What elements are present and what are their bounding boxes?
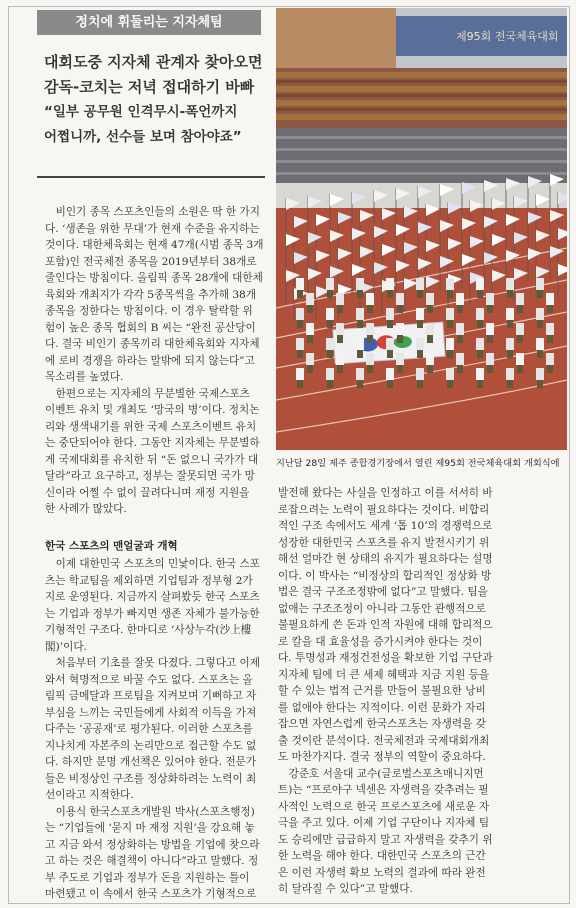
marcher-legs <box>417 350 423 358</box>
marcher-legs <box>337 335 343 343</box>
text-line: 한편으로는 지자체의 무분별한 국제스포츠 <box>55 387 250 400</box>
marcher-legs <box>367 335 373 343</box>
marcher <box>386 338 394 350</box>
photo-caption: 지난달 28일 제주 종합경기장에서 열린 제95회 전국체육대회 개회식에 <box>276 458 560 469</box>
text-line: 로 칼을 대 효율성을 증가시켜야 한다는 것이 <box>278 635 483 648</box>
text-line: 극을 주고 있다. 이제 기업 구단이나 지자체 팀 <box>278 817 490 829</box>
marcher <box>296 368 304 380</box>
marcher <box>536 338 544 350</box>
marcher <box>306 323 314 335</box>
text-line: 다. 투명성과 재정건전성을 확보한 기업 구단과 <box>278 652 493 664</box>
marcher <box>456 323 464 335</box>
headline-line: 대회도중 지자체 관계자 찾아오면 <box>44 53 263 71</box>
marcher-legs <box>387 320 393 328</box>
marcher <box>366 323 374 335</box>
text-line: 지나치게 자본주의 논리만으로 접근할 수도 없 <box>45 739 257 752</box>
text-line: 육회와 개최지가 각각 5종목씩을 추가해 38개 <box>45 288 257 301</box>
text-line: 와서 혁명적으로 바꿀 수도 없다. 스포츠는 올 <box>45 673 253 686</box>
text-line: 는 기업과 정부가 빠지면 생존 자체가 불가능한 <box>45 607 260 620</box>
marcher <box>476 278 484 290</box>
text-line: 포함)인 전국체전 종목을 2019년부터 38개로 <box>45 255 257 268</box>
marcher-legs <box>517 335 523 343</box>
marcher-legs <box>447 320 453 328</box>
text-line: 다. ‘생존을 위한 무대’가 현재 수준을 유지하는 <box>45 222 260 235</box>
text-line: 지로 운영된다. 지금까지 살펴봤듯 한국 스포츠 <box>45 591 260 603</box>
marcher-legs <box>367 305 373 313</box>
marcher-legs <box>387 290 393 298</box>
marcher-legs <box>297 290 303 298</box>
text-line: 이다. 이 박사는 “비정상의 합리적인 정상화 방 <box>278 569 492 582</box>
marcher-legs <box>327 350 333 358</box>
text-line: 기형적인 구조다. 한마디로 ‘사상누각(沙上樓 <box>45 624 252 636</box>
marcher-legs <box>357 380 363 388</box>
text-line: 게 국제대회를 유치한 뒤 “돈 없으니 국가가 대 <box>45 453 259 466</box>
text-line: 없애는 구조조정이 아니라 그동안 관행적으로 <box>278 602 486 615</box>
text-line: 할 수 있는 법적 근거를 만들어 불필요한 낭비 <box>278 685 486 697</box>
marcher <box>356 308 364 320</box>
marcher-legs <box>487 335 493 343</box>
marcher <box>306 293 314 305</box>
marcher <box>386 278 394 290</box>
text-line: 성장한 대한민국 스포츠를 유지 발전시키기 위 <box>278 536 490 549</box>
bottom-right-column-text <box>278 485 506 898</box>
text-line: 마련됐고 이 속에서 한국 스포츠가 기형적으로 <box>45 888 257 900</box>
marcher-legs <box>457 335 463 343</box>
marcher <box>536 278 544 290</box>
marcher <box>446 338 454 350</box>
marcher <box>396 353 404 365</box>
marcher-legs <box>427 365 433 373</box>
marcher <box>386 308 394 320</box>
marcher-legs <box>547 365 553 373</box>
marcher-legs <box>307 305 313 313</box>
text-line: 이제 대한민국 스포츠의 민낯이다. 한국 스포 <box>55 558 261 570</box>
marcher <box>446 308 454 320</box>
marcher-legs <box>427 305 433 313</box>
marcher <box>356 278 364 290</box>
text-line: 림픽 금메달과 프로팀을 지켜보며 기뻐하고 자 <box>45 690 257 702</box>
marcher <box>476 308 484 320</box>
text-line: 에 로비 경쟁을 하라는 말밖에 되지 않는다”고 <box>45 354 255 367</box>
marcher <box>366 293 374 305</box>
marcher-legs <box>327 290 333 298</box>
marcher-legs <box>297 350 303 358</box>
marcher-legs <box>477 290 483 298</box>
headline-line: 어쩝니까, 선수들 보며 참아야죠” <box>44 129 242 145</box>
marcher <box>506 278 514 290</box>
marcher-legs <box>507 380 513 388</box>
text-line: 는 중단되어야 한다. 그동안 지자체는 무분별하 <box>45 437 260 449</box>
marcher <box>386 368 394 380</box>
marcher-legs <box>337 365 343 373</box>
text-line: 지자체 팀에 더 큰 세제 혜택과 지금 지원 등을 <box>278 668 490 681</box>
text-line: 도 승리에만 급급하지 말고 자생력을 갖추기 위 <box>278 833 493 846</box>
photo-illustration <box>276 8 567 450</box>
marcher <box>296 278 304 290</box>
text-line: 은 이런 자생력 확보 노력의 결과에 따라 완전 <box>278 866 486 879</box>
text-line: 부 주도로 기업과 정부가 돈을 지원하는 틀이 <box>45 871 250 884</box>
marcher-legs <box>307 335 313 343</box>
marcher <box>416 338 424 350</box>
marcher <box>426 293 434 305</box>
marcher <box>506 338 514 350</box>
marcher <box>396 323 404 335</box>
marcher <box>546 353 554 365</box>
marcher <box>446 278 454 290</box>
text-line: 고 지금 와서 정상화하는 방법을 기업에 찾으라 <box>45 838 260 851</box>
marcher <box>476 368 484 380</box>
marcher-legs <box>327 380 333 388</box>
marcher-legs <box>487 305 493 313</box>
section-title: 정치에 휘둘리는 지자체팀 <box>37 10 261 35</box>
text-line: 히 달라질 수 있다”고 말했다. <box>278 883 413 895</box>
marcher-legs <box>357 290 363 298</box>
marcher <box>446 368 454 380</box>
text-line: 들은 비정상인 구조를 정상화하려는 노력이 최 <box>45 772 257 785</box>
text-line: 불필요하게 쓴 돈과 인적 자원에 대해 합리적으 <box>278 619 493 631</box>
stadium-banner: 제95회 전국체육대회 <box>456 30 559 43</box>
marcher <box>296 308 304 320</box>
marcher-legs <box>537 350 543 358</box>
marcher <box>326 338 334 350</box>
marcher <box>476 338 484 350</box>
marcher <box>516 323 524 335</box>
marcher <box>546 323 554 335</box>
marcher <box>416 368 424 380</box>
marcher-legs <box>387 350 393 358</box>
marcher <box>336 353 344 365</box>
marcher <box>356 368 364 380</box>
marcher <box>416 308 424 320</box>
text-line: 고 하는 것은 해결책이 아니다”라고 말했다. 정 <box>45 855 259 867</box>
marcher-legs <box>417 380 423 388</box>
left-column-text <box>45 204 269 518</box>
marcher <box>426 353 434 365</box>
marcher-legs <box>357 320 363 328</box>
marcher <box>546 293 554 305</box>
marcher-legs <box>337 305 343 313</box>
text-line: 는 “기업들에 ‘묻지 마 재정 지원’을 강요해 놓 <box>45 822 255 834</box>
marcher <box>296 338 304 350</box>
marcher <box>486 353 494 365</box>
marcher <box>536 308 544 320</box>
text-line: 잡으면 자연스럽게 한국스포츠는 자생력을 갖 <box>278 718 486 730</box>
marcher-legs <box>447 380 453 388</box>
marcher-legs <box>387 380 393 388</box>
text-line: 한 사례가 많았다. <box>45 503 127 515</box>
text-line: 해선 얼마간 현 상태의 유지가 필요하다는 설명 <box>278 553 493 565</box>
headline <box>44 50 266 150</box>
marcher <box>356 338 364 350</box>
text-line: 도 마찬가지다. 결국 정부의 역할이 중요하다. <box>278 751 486 763</box>
marcher-legs <box>367 365 373 373</box>
text-line: 리와 생색내기를 위한 국제 스포츠이벤트 유치 <box>45 420 257 433</box>
headline-line: “일부 공무원 인격무시-폭언까지 <box>44 104 238 120</box>
marcher-legs <box>517 305 523 313</box>
marcher <box>336 323 344 335</box>
marcher <box>486 293 494 305</box>
text-line: 신이라 어쩔 수 없이 끌려다니며 재정 지원을 <box>45 486 250 499</box>
opening-ceremony-photo <box>276 8 567 450</box>
text-line: 부심을 느끼는 국민들에게 사회적 이득을 가져 <box>45 706 257 719</box>
headline-line: 감독-코치는 저녁 접대하기 바빠 <box>44 78 255 96</box>
marcher-legs <box>397 365 403 373</box>
marcher <box>326 278 334 290</box>
marcher-legs <box>517 365 523 373</box>
text-line: 트)는 “프로야구 넥센은 자생력을 갖추려는 필 <box>278 784 489 796</box>
marcher-legs <box>457 365 463 373</box>
marcher <box>416 278 424 290</box>
marcher-legs <box>477 350 483 358</box>
text-line: 로잡으려는 노력이 필요하다는 것이다. 비합리 <box>278 503 490 516</box>
text-line: 다. 결국 비인기 종목끼리 대한체육회와 지자체 <box>45 338 260 350</box>
text-line: 다. 하지만 분명 개선책은 있어야 한다. 전문가 <box>45 756 257 768</box>
text-line: 적인 구조 속에서도 세계 ‘톱 10’의 경쟁력으로 <box>278 520 493 532</box>
marcher-legs <box>537 290 543 298</box>
marcher-legs <box>327 320 333 328</box>
marcher <box>456 353 464 365</box>
marcher <box>326 368 334 380</box>
text-line: 다주는 ‘공공재’로 평가된다. 이러한 스포츠를 <box>45 723 253 735</box>
text-line: 를 없애야 한다는 지적이다. 이런 문화가 자리 <box>278 701 486 714</box>
marcher-legs <box>447 350 453 358</box>
text-line: 법은 결국 구조조정밖에 없다”고 말했다. 팀을 <box>278 586 488 598</box>
marcher-legs <box>487 365 493 373</box>
text-line: 종목을 정한다는 방침이다. 이 경우 탈락할 위 <box>45 305 253 317</box>
marcher-legs <box>507 320 513 328</box>
marcher <box>506 368 514 380</box>
marcher-legs <box>357 350 363 358</box>
marcher <box>486 323 494 335</box>
headline-divider <box>37 176 265 178</box>
text-line: 발전해 왔다는 사실을 인정하고 이를 서서히 바 <box>278 487 493 499</box>
marcher-legs <box>417 320 423 328</box>
marcher <box>516 353 524 365</box>
text-line: 험이 높은 종목 협회의 B 씨는 “완전 공산당이 <box>45 321 256 334</box>
text-line: 한 노력을 해야 한다. 대한민국 스포츠의 근간 <box>278 850 486 862</box>
text-line: 사적인 노력으로 한국 프로스포츠에 새로운 자 <box>278 800 490 813</box>
marcher-legs <box>397 335 403 343</box>
marcher <box>306 353 314 365</box>
text-line: 출 것이란 분석이다. 전국체전과 국제대회개최 <box>278 734 490 747</box>
text-line: 목소리를 높였다. <box>45 371 124 383</box>
text-line: 츠는 학교팀을 제외하면 기업팀과 정부형 2가 <box>45 574 253 587</box>
marcher-legs <box>507 290 513 298</box>
marcher <box>366 353 374 365</box>
marcher <box>456 293 464 305</box>
marcher-legs <box>547 305 553 313</box>
marcher-legs <box>447 290 453 298</box>
text-line: 처음부터 기초를 잘못 다졌다. 그렇다고 이제 <box>55 657 261 669</box>
marcher-legs <box>477 380 483 388</box>
text-line: 강준호 서울대 교수(글로벌스포츠매니지먼 <box>288 767 484 780</box>
marcher-legs <box>477 320 483 328</box>
marcher-legs <box>457 305 463 313</box>
marcher-legs <box>417 290 423 298</box>
marcher-legs <box>297 320 303 328</box>
text-line: 선이라고 지적한다. <box>45 789 134 801</box>
marcher <box>396 293 404 305</box>
text-line: 閣)’이다. <box>45 640 87 653</box>
marcher-legs <box>297 380 303 388</box>
text-line: 줄인다는 방침이다. 올림픽 종목 28개에 대한체 <box>45 272 263 284</box>
text-line: 것이다. 대한체육회는 현재 47개(시범 종목 3개 <box>45 239 264 251</box>
text-line: 비인기 종목 스포츠인들의 소원은 딱 한 가지 <box>55 206 261 218</box>
bottom-left-column-text <box>45 556 269 903</box>
subhead: 한국 스포츠의 맨얼굴과 개혁 <box>45 540 178 552</box>
marcher <box>326 308 334 320</box>
marcher-legs <box>427 335 433 343</box>
marcher <box>336 293 344 305</box>
marcher-legs <box>537 380 543 388</box>
marcher <box>506 308 514 320</box>
marcher <box>426 323 434 335</box>
marcher <box>536 368 544 380</box>
marcher-legs <box>537 320 543 328</box>
marcher <box>516 293 524 305</box>
marcher-legs <box>397 305 403 313</box>
marcher-legs <box>307 365 313 373</box>
text-line: 이용식 한국스포츠개발원 박사(스포츠행정) <box>55 805 255 818</box>
text-line: 이벤트 유치 및 개최도 ‘망국의 병’이다. 정치논 <box>45 404 260 416</box>
marcher-legs <box>547 335 553 343</box>
marcher-legs <box>507 350 513 358</box>
text-line: 달라”라고 요구하고, 정부는 잘못되면 국가 망 <box>45 470 255 482</box>
